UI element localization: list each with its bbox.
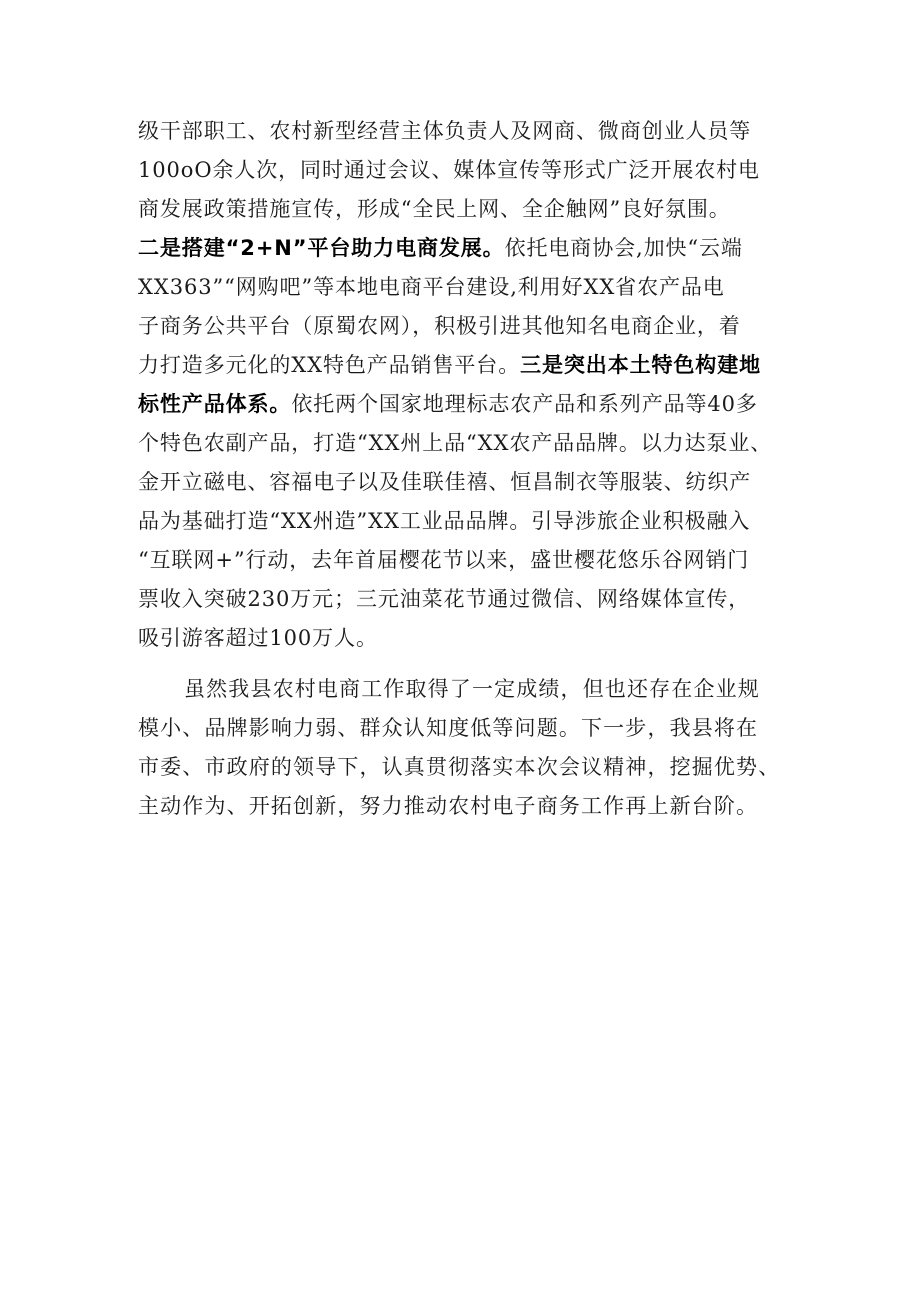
paragraph-1-line-10: 金开立磁电、容福电子以及佳联佳禧、恒昌制衣等服装、纺织产 — [138, 470, 752, 494]
paragraph-1-line-8 — [138, 385, 838, 424]
paragraph-gap — [138, 658, 838, 670]
paragraph-1-line-1: 级干部职工、农村新型经营主体负责人及网商、微商创业人员等 — [138, 119, 752, 143]
paragraph-1-line-4 — [138, 229, 838, 268]
line-8-text: 依托两个国家地理标志农产品和系列产品等40多 — [291, 392, 758, 416]
line-7-text: 力打造多元化的XX特色产品销售平台。 — [138, 353, 521, 377]
paragraph-1-line-2: 100oO余人次，同时通过会议、媒体宣传等形式广泛开展农村电 — [138, 158, 760, 182]
paragraph-2-line-2: 模小、品牌影响力弱、群众认知度低等问题。下一步，我县将在 — [138, 716, 759, 740]
line-4-text: 依托电商协会,加快“云端 — [504, 236, 743, 260]
paragraph-2-line-3: 市委、市政府的领导下，认真贯彻落实本次会议精神，挖掘优势、 — [138, 755, 781, 779]
paragraph-1-line-5: XX363”“网购吧”等本地电商平台建设,利用好XX省农产品电 — [138, 275, 725, 299]
paragraph-1-line-13: 票收入突破230万元；三元油菜花节通过微信、网络媒体宣传， — [138, 587, 751, 611]
document-body — [138, 112, 838, 826]
paragraph-1-line-9: 个特色农副产品，打造“XX州上品“XX农产品品牌。以力达泵业、 — [138, 431, 773, 455]
heading-local-features: 三是突出本土特色构建地 — [520, 353, 762, 377]
paragraph-1-line-11: 品为基础打造“XX州造”XX工业品品牌。引导涉旅企业积极融入 — [138, 509, 751, 533]
paragraph-1-line-12: “互联网+”行动，去年首届樱花节以来，盛世樱花悠乐谷网销门 — [138, 548, 750, 572]
paragraph-1-line-14: 吸引游客超过100万人。 — [138, 626, 378, 650]
paragraph-2-line-4: 主动作为、开拓创新，努力推动农村电子商务工作再上新台阶。 — [138, 794, 759, 818]
heading-2plusN-platform: 二是搭建“2+N”平台助力电商发展。 — [138, 236, 505, 260]
paragraph-2-line-1: 虽然我县农村电商工作取得了一定成绩，但也还存在企业规 — [184, 677, 760, 701]
paragraph-1-line-6: 子商务公共平台（原蜀农网），积极引进其他知名电商企业，着 — [138, 314, 741, 338]
paragraph-1-line-7 — [138, 346, 838, 385]
heading-product-system: 标性产品体系。 — [138, 392, 292, 416]
paragraph-1-line-3: 商发展政策措施宣传，形成“全民上网、全企触网”良好氛围。 — [138, 197, 731, 221]
